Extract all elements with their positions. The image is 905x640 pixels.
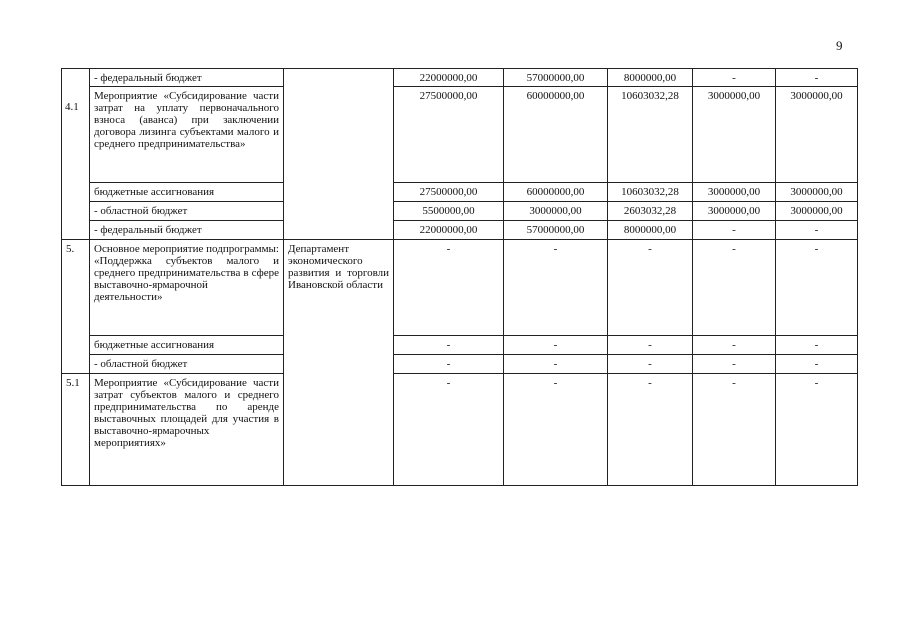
value-cell: - [776,69,858,87]
value-cell: 57000000,00 [504,69,608,87]
value-cell: - [608,336,693,355]
value-cell: - [394,336,504,355]
table-row [62,87,858,183]
value-cell: - [776,240,858,336]
value-cell: 8000000,00 [608,221,693,240]
value-cell: - [608,374,693,486]
row-description: Мероприятие «Субсидирование части затрат субъектов малого и среднего предпринимательства по аренде выставочных площадей для участия в выставочно-ярмарочных мероприятиях» [90,374,284,486]
value-cell: - [504,374,608,486]
value-cell: 3000000,00 [776,183,858,202]
row-index: 5.1 [62,374,90,486]
value-cell: 8000000,00 [608,69,693,87]
value-cell: - [776,221,858,240]
row-description: - федеральный бюджет [90,221,284,240]
value-cell: - [776,355,858,374]
value-cell: - [394,240,504,336]
row-description: бюджетные ассигнования [90,336,284,355]
value-cell: 3000000,00 [776,202,858,221]
row-description: - областной бюджет [90,202,284,221]
executor-cell: Департамент экономического развития и торговли Ивановской области [284,240,394,486]
value-cell: - [504,240,608,336]
value-cell: 3000000,00 [693,183,776,202]
value-cell: - [394,374,504,486]
value-cell: 3000000,00 [693,87,776,183]
value-cell: 3000000,00 [693,202,776,221]
value-cell: 27500000,00 [394,183,504,202]
value-cell: - [608,240,693,336]
budget-table [61,68,858,486]
table-row [62,240,858,336]
value-cell: - [693,221,776,240]
value-cell: 10603032,28 [608,183,693,202]
row-description: - федеральный бюджет [90,69,284,87]
value-cell: 2603032,28 [608,202,693,221]
value-cell: 22000000,00 [394,69,504,87]
value-cell: - [504,336,608,355]
table-row [62,202,858,221]
value-cell: 57000000,00 [504,221,608,240]
value-cell: 27500000,00 [394,87,504,183]
value-cell: - [608,355,693,374]
executor-cell [284,69,394,240]
row-description: бюджетные ассигнования [90,183,284,202]
value-cell: 3000000,00 [504,202,608,221]
value-cell: 5500000,00 [394,202,504,221]
value-cell: - [504,355,608,374]
page-number: 9 [836,38,843,53]
value-cell: - [776,374,858,486]
value-cell: - [693,374,776,486]
value-cell: - [693,240,776,336]
value-cell: - [394,355,504,374]
value-cell: 60000000,00 [504,87,608,183]
table-row [62,221,858,240]
value-cell: 22000000,00 [394,221,504,240]
value-cell: 3000000,00 [776,87,858,183]
table-row [62,183,858,202]
row-index: 5. [62,240,90,374]
table-row [62,374,858,486]
value-cell: - [693,69,776,87]
table-row [62,336,858,355]
value-cell: 60000000,00 [504,183,608,202]
value-cell: - [693,355,776,374]
table-row [62,69,858,87]
row-index-4-1: 4.1 [65,101,79,113]
row-index [62,69,90,240]
table-row [62,355,858,374]
row-description: Основное мероприятие подпрограммы: «Поддержка субъектов малого и среднего предпринимательства в сфере выставочно-ярмарочной деятельности» [90,240,284,336]
value-cell: - [776,336,858,355]
row-description: Мероприятие «Субсидирование части затрат на уплату первоначального взноса (аванса) при заключении договора лизинга субъектами малого и среднего предпринимательства» [90,87,284,183]
value-cell: - [693,336,776,355]
row-description: - областной бюджет [90,355,284,374]
value-cell: 10603032,28 [608,87,693,183]
